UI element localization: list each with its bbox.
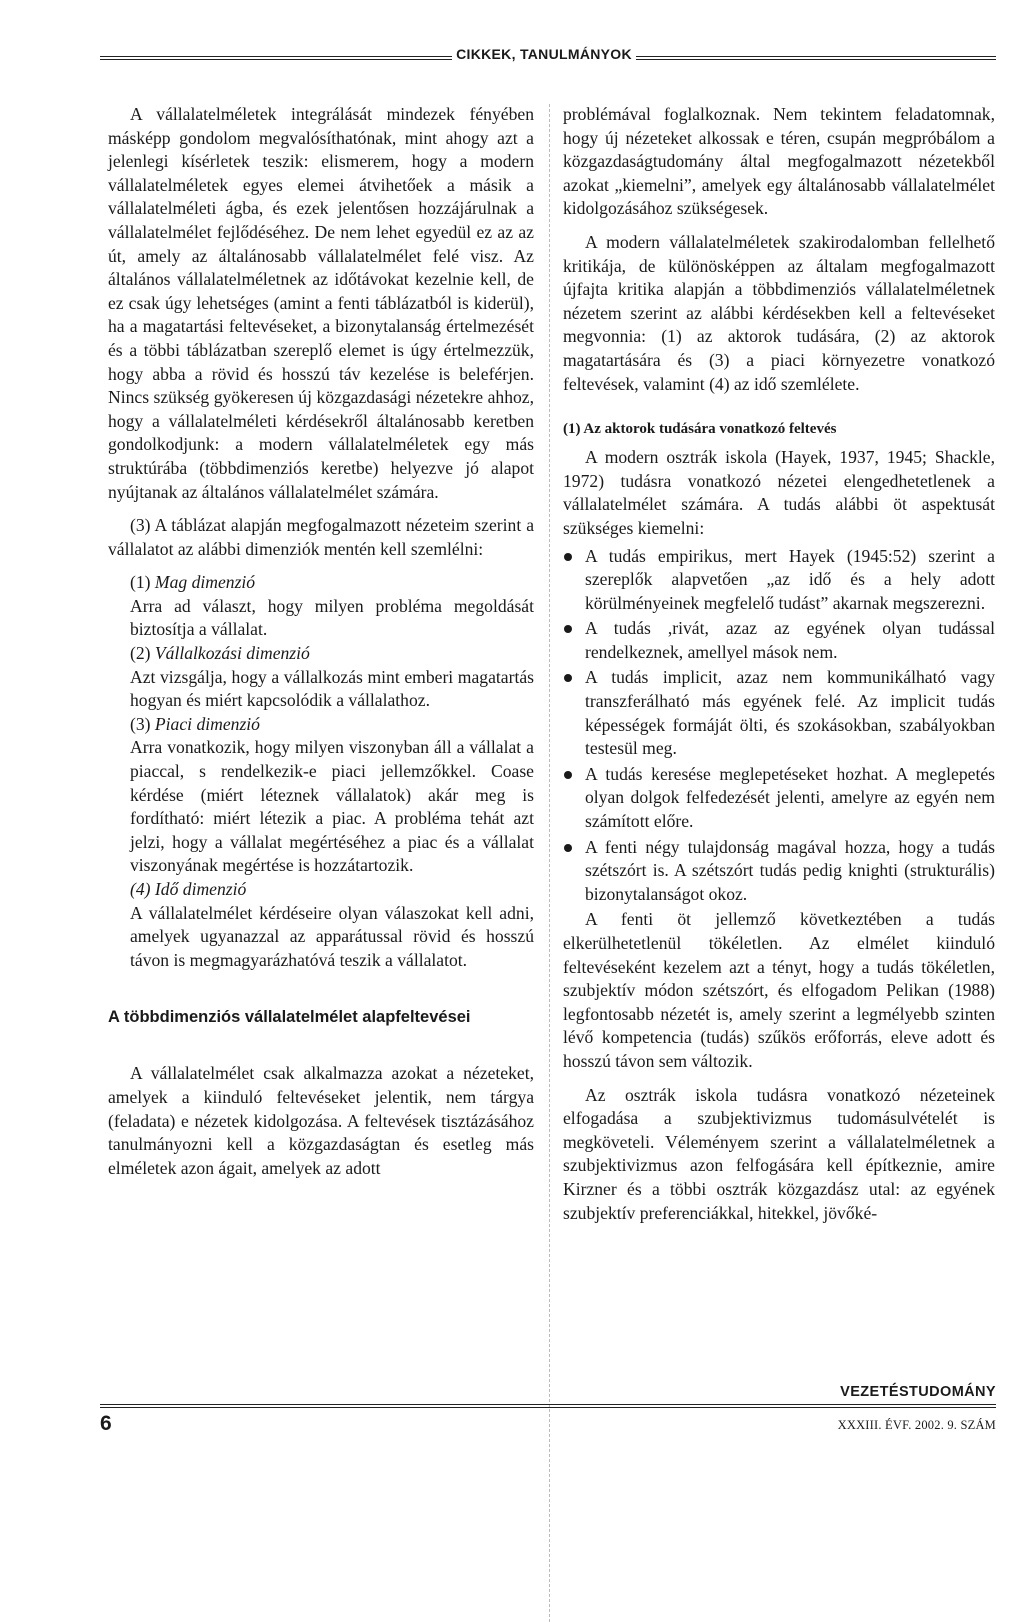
paragraph: A vállalatelméletek integrálását mindezek fényében másképp gondolom megvalósíthatónak, mint ahogy azt a jelenlegi kísérletek teszik: elismerem, hogy a modern vállalatelméletek egyes elemei átvihetőek a másik a vállalatelméleti ágba, és ezek jelentősen hozzájárulnak a vállalatelmélet fejlődéséhez. De nem lehet egyedül ez az az út, amely az általánosabb vállalatelmélet felé visz. Az általános vállalatelméletnek az időtávokat kezelnie kell, de ez csak úgy lehetséges (amint a fenti táblázatból is kiderül), ha a magatartási feltevéseket, a bizonytalanság értelmezését és a többi táblázatban szereplő elemet is úgy értelmezzük, hogy abba a rövid és hosszú táv kezelése is beleférjen. Nincs szükség gyökeresen új közgazdasági nézetekre ahhoz, hogy a vállalatelméleti kérdésekről általánosabb keretben gondolkodjunk: a modern vállalatelméletek egy más struktúrába (többdimenziós keretbe) helyezve jó alapot nyújtanak az általános vállalatelmélet számára. xyxy=(108,104,534,502)
bullet-list xyxy=(563,545,995,907)
list-item: A fenti négy tulajdonság magával hozza, hogy a tudás szétszórt is. A szétszórt tudás pedig knighti (strukturális) bizonytalanságot okoz. xyxy=(563,836,995,907)
bullet-icon xyxy=(564,674,572,682)
issue-info: XXXIII. ÉVF. 2002. 9. SZÁM xyxy=(837,1418,996,1432)
footer-rule xyxy=(100,1404,996,1408)
right-column xyxy=(563,103,995,1225)
bullet-icon xyxy=(564,844,572,852)
bullet-icon xyxy=(564,625,572,633)
left-column xyxy=(108,103,534,1180)
dimension-text: A vállalatelmélet kérdéseire olyan válaszokat kell adni, amelyek ugyanazzal az apparátussal rövid és hosszú távon is megmagyarázhatóvá teszik a vállalatot. xyxy=(130,902,534,970)
journal-name: VEZETÉSTUDOMÁNY xyxy=(840,1384,996,1400)
paragraph: A modern osztrák iskola (Hayek, 1937, 1945; Shackle, 1972) tudásra vonatkozó nézetei elengedhetetlenek a vállalatelmélet számára. A tudás alábbi öt aspektusát szükséges kiemelni: xyxy=(563,447,995,538)
paragraph: A modern vállalatelméletek szakirodalomban fellelhető kritikája, de különösképpen az általam megfogalmazott újfajta kritika alapján a többdimenziós vállalatelméletnek nézetem szerint az alábbi kérdésekben kell a feltevéseket megvonnia: (1) az aktorok tudására, (2) az aktorok magatartására és (3) a piaci környezetre vonatkozó feltevések, valamint (4) az idő szemlélete. xyxy=(563,231,995,394)
section-title: CIKKEK, TANULMÁNYOK xyxy=(456,46,632,62)
list-item: A tudás implicit, azaz nem kommunikálható vagy transzferálható más egyének felé. Az implicit tudás képességek formáját ölti, és szokásokban, szabályokban testesül meg. xyxy=(563,666,995,760)
section-heading: A többdimenziós vállalatelmélet alapfeltevései xyxy=(108,1008,471,1027)
dimension-text: Azt vizsgálja, hogy a vállalkozás mint emberi magatartás hogyan és miért kapcsolódik a vállalathoz. xyxy=(130,666,534,711)
dimension-heading: (2) Vállalkozási dimenzió xyxy=(130,643,310,664)
bullet-icon xyxy=(564,771,572,779)
list-item: A tudás keresése meglepetéseket hozhat. A meglepetés olyan dolgok felfedezését jelenti, amelyre az egyén nem számított előre. xyxy=(563,763,995,834)
page-number: 6 xyxy=(100,1412,112,1435)
list-item: A tudás ,rivát, azaz az egyének olyan tudással rendelkeznek, amellyel mások nem. xyxy=(563,617,995,664)
dimension-text: Arra vonatkozik, hogy milyen viszonyban áll a vállalat a piaccal, s rendelkezik-e piaci jellemzőkkel. Coase kérdése (miért léteznek vállalatok) akár meg is fordítható: miért létezik a piac. A probléma tehát azt jelzi, hogy a vállalat megértéséhez a piac és a vállalat viszonyának megértése is hozzátartozik. xyxy=(130,737,534,876)
dimension-heading: (3) Piaci dimenzió xyxy=(130,713,260,734)
paragraph: A vállalatelmélet csak alkalmazza azokat a nézeteket, amelyek a kiinduló feltevéseket jelentik, nem tárgya (feladata) e nézetek kidolgozása. A feltevések tisztázásához tanulmányozni kell a közgazdaságtan és esetleg más elméletek azon ágait, amelyek az adott xyxy=(108,1063,534,1178)
header-rule-right xyxy=(636,56,996,60)
paragraph: (3) A táblázat alapján megfogalmazott nézeteim szerint a vállalatot az alábbi dimenziók mentén kell szemlélni: xyxy=(108,515,534,559)
bullet-icon xyxy=(564,553,572,561)
column-divider xyxy=(549,104,550,1622)
running-header xyxy=(100,46,996,70)
paragraph: A fenti öt jellemző következtében a tudás elkerülhetetlenül tökéletlen. Az elmélet kiinduló feltevéseként kezelem azt a tényt, hogy a tudás tökéletlen, szubjektív módon szétszórt, és elfogadom Pelikan (1988) legfontosabb nézetét is, amely szerint a legmélyebb szinten lévő kompetencia (tudás) szűkös erőforrás, eleve adott és hosszú távon sem változik. xyxy=(563,909,995,1071)
list-item: A tudás empirikus, mert Hayek (1945:52) szerint a szereplők alapvetően „az idő és a hely adott körülményeinek megfelelő tudást” akarnak megszerezni. xyxy=(563,545,995,616)
header-rule-left xyxy=(100,56,452,60)
dimension-text: Arra ad választ, hogy milyen probléma megoldását biztosítja a vállalat. xyxy=(130,595,534,640)
dimension-heading: (4) Idő dimenzió xyxy=(130,879,247,899)
dimension-heading: (1) Mag dimenzió xyxy=(130,572,256,593)
paragraph: Az osztrák iskola tudásra vonatkozó nézeteinek elfogadása a szubjektivizmus tudomásulvételét is megköveteli. Véleményem szerint a vállalatelméletnek a szubjektivizmus azon felfogására kell építkeznie, amire Kirzner és a többi osztrák közgazdász utal: az egyének szubjektív preferenciákkal, hitekkel, jövőké- xyxy=(563,1084,995,1223)
paragraph: problémával foglalkoznak. Nem tekintem feladatomnak, hogy új nézeteket alkossak e téren, csupán megpróbálom a közgazdaságtudomány által megfogalmazott nézetekből azokat „kiemelni”, amelyek egy általánosabb vállalatelmélet kidolgozásához szükségesek. xyxy=(563,104,995,219)
subsection-heading: (1) Az aktorok tudására vonatkozó feltevés xyxy=(563,421,837,438)
